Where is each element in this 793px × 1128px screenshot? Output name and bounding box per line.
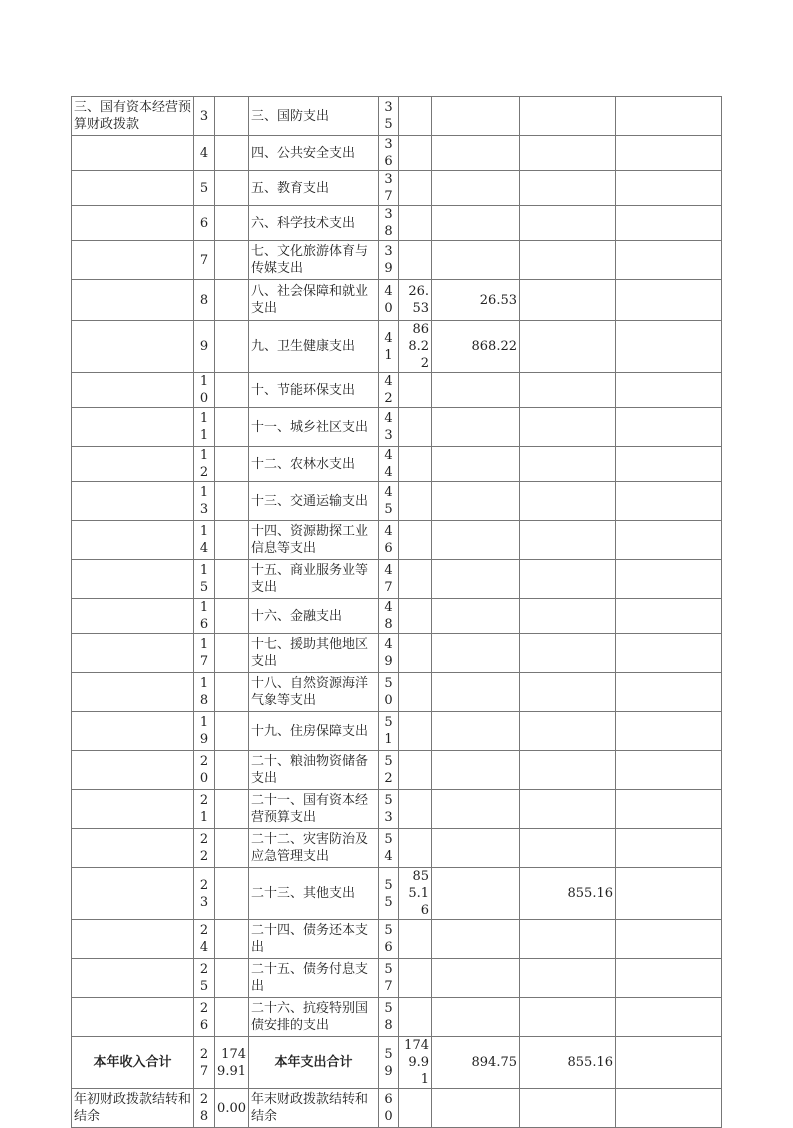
income-amount — [215, 280, 249, 321]
income-item — [72, 868, 194, 920]
expense-project: 855.16 — [520, 1037, 616, 1089]
income-line-no: 23 — [194, 868, 215, 920]
table-row — [72, 373, 722, 408]
income-amount — [215, 373, 249, 408]
expense-item: 十八、自然资源海洋气象等支出 — [249, 673, 379, 712]
table-row — [72, 790, 722, 829]
expense-line-no: 46 — [379, 521, 399, 560]
expense-other — [616, 959, 722, 998]
expense-basic — [432, 241, 520, 280]
expense-total — [399, 206, 432, 241]
income-line-no: 25 — [194, 959, 215, 998]
expense-total — [399, 998, 432, 1037]
income-item — [72, 829, 194, 868]
income-amount: 0.00 — [215, 1089, 249, 1128]
expense-basic — [432, 829, 520, 868]
expense-item: 十三、交通运输支出 — [249, 482, 379, 521]
expense-line-no: 38 — [379, 206, 399, 241]
expense-line-no: 55 — [379, 868, 399, 920]
income-item — [72, 241, 194, 280]
income-amount — [215, 959, 249, 998]
table-row — [72, 447, 722, 482]
table-row — [72, 521, 722, 560]
income-amount: 1749.91 — [215, 1037, 249, 1089]
expense-item: 本年支出合计 — [249, 1037, 379, 1089]
expense-line-no: 58 — [379, 998, 399, 1037]
table-row — [72, 959, 722, 998]
expense-other — [616, 599, 722, 634]
income-line-no: 6 — [194, 206, 215, 241]
table-body — [72, 97, 722, 1128]
table-row — [72, 829, 722, 868]
income-line-no: 12 — [194, 447, 215, 482]
expense-other — [616, 408, 722, 447]
table-row — [72, 280, 722, 321]
expense-other — [616, 321, 722, 373]
expense-project — [520, 790, 616, 829]
expense-total — [399, 241, 432, 280]
expense-item: 二十三、其他支出 — [249, 868, 379, 920]
table-row — [72, 599, 722, 634]
income-item — [72, 560, 194, 599]
table-row — [72, 712, 722, 751]
expense-project — [520, 959, 616, 998]
income-line-no: 14 — [194, 521, 215, 560]
expense-line-no: 57 — [379, 959, 399, 998]
expense-project — [520, 920, 616, 959]
expense-project — [520, 136, 616, 171]
table-row — [72, 634, 722, 673]
expense-line-no: 45 — [379, 482, 399, 521]
income-item — [72, 599, 194, 634]
expense-project — [520, 280, 616, 321]
expense-total — [399, 97, 432, 136]
table-row — [72, 868, 722, 920]
expense-item: 十、节能环保支出 — [249, 373, 379, 408]
expense-basic — [432, 373, 520, 408]
expense-basic — [432, 998, 520, 1037]
expense-other — [616, 634, 722, 673]
expense-total — [399, 751, 432, 790]
expense-project — [520, 447, 616, 482]
expense-item: 三、国防支出 — [249, 97, 379, 136]
income-line-no: 8 — [194, 280, 215, 321]
expense-line-no: 39 — [379, 241, 399, 280]
income-item — [72, 206, 194, 241]
expense-other — [616, 171, 722, 206]
expense-line-no: 56 — [379, 920, 399, 959]
income-item — [72, 920, 194, 959]
income-amount — [215, 206, 249, 241]
income-amount — [215, 447, 249, 482]
expense-basic — [432, 97, 520, 136]
income-amount — [215, 171, 249, 206]
expense-other — [616, 280, 722, 321]
income-item — [72, 373, 194, 408]
expense-total: 868.22 — [399, 321, 432, 373]
expense-item: 四、公共安全支出 — [249, 136, 379, 171]
expense-line-no: 47 — [379, 560, 399, 599]
expense-total — [399, 171, 432, 206]
expense-total — [399, 136, 432, 171]
expense-other — [616, 136, 722, 171]
expense-line-no: 42 — [379, 373, 399, 408]
expense-total — [399, 599, 432, 634]
income-amount — [215, 829, 249, 868]
expense-item: 二十六、抗疫特别国债安排的支出 — [249, 998, 379, 1037]
expense-line-no: 53 — [379, 790, 399, 829]
expense-basic — [432, 959, 520, 998]
expense-project — [520, 712, 616, 751]
expense-project — [520, 634, 616, 673]
income-item — [72, 959, 194, 998]
income-line-no: 11 — [194, 408, 215, 447]
expense-project — [520, 521, 616, 560]
expense-project — [520, 673, 616, 712]
income-line-no: 13 — [194, 482, 215, 521]
expense-basic — [432, 751, 520, 790]
income-line-no: 27 — [194, 1037, 215, 1089]
table-row — [72, 408, 722, 447]
expense-basic — [432, 599, 520, 634]
expense-other — [616, 1037, 722, 1089]
income-line-no: 18 — [194, 673, 215, 712]
expense-item: 五、教育支出 — [249, 171, 379, 206]
expense-line-no: 43 — [379, 408, 399, 447]
expense-item: 八、社会保障和就业支出 — [249, 280, 379, 321]
expense-item: 十四、资源勘探工业信息等支出 — [249, 521, 379, 560]
expense-line-no: 40 — [379, 280, 399, 321]
table-row — [72, 751, 722, 790]
income-amount — [215, 673, 249, 712]
expense-total — [399, 829, 432, 868]
expense-line-no: 35 — [379, 97, 399, 136]
expense-total — [399, 560, 432, 599]
expense-project — [520, 97, 616, 136]
income-amount — [215, 634, 249, 673]
income-line-no: 15 — [194, 560, 215, 599]
income-item — [72, 408, 194, 447]
budget-table — [71, 96, 722, 1128]
expense-other — [616, 241, 722, 280]
income-item: 年初财政拨款结转和结余 — [72, 1089, 194, 1128]
income-amount — [215, 920, 249, 959]
income-amount — [215, 712, 249, 751]
expense-basic: 26.53 — [432, 280, 520, 321]
expense-basic: 894.75 — [432, 1037, 520, 1089]
expense-project — [520, 171, 616, 206]
expense-item: 二十二、灾害防治及应急管理支出 — [249, 829, 379, 868]
expense-total — [399, 447, 432, 482]
expense-item: 二十五、债务付息支出 — [249, 959, 379, 998]
expense-basic — [432, 408, 520, 447]
expense-basic — [432, 868, 520, 920]
income-line-no: 9 — [194, 321, 215, 373]
expense-item: 十一、城乡社区支出 — [249, 408, 379, 447]
expense-item: 十五、商业服务业等支出 — [249, 560, 379, 599]
income-amount — [215, 751, 249, 790]
expense-total: 26.53 — [399, 280, 432, 321]
expense-total — [399, 634, 432, 673]
expense-line-no: 41 — [379, 321, 399, 373]
expense-other — [616, 560, 722, 599]
expense-item: 十二、农林水支出 — [249, 447, 379, 482]
income-amount — [215, 241, 249, 280]
expense-total — [399, 521, 432, 560]
income-item — [72, 634, 194, 673]
table-row — [72, 241, 722, 280]
table-row — [72, 998, 722, 1037]
income-line-no: 10 — [194, 373, 215, 408]
expense-total — [399, 373, 432, 408]
expense-total — [399, 482, 432, 521]
expense-line-no: 59 — [379, 1037, 399, 1089]
expense-other — [616, 482, 722, 521]
expense-total: 855.16 — [399, 868, 432, 920]
expense-other — [616, 829, 722, 868]
income-item: 本年收入合计 — [72, 1037, 194, 1089]
income-item — [72, 280, 194, 321]
expense-line-no: 52 — [379, 751, 399, 790]
income-amount — [215, 482, 249, 521]
expense-line-no: 44 — [379, 447, 399, 482]
expense-project — [520, 482, 616, 521]
expense-line-no: 51 — [379, 712, 399, 751]
expense-basic — [432, 447, 520, 482]
income-item — [72, 998, 194, 1037]
income-line-no: 21 — [194, 790, 215, 829]
income-amount — [215, 97, 249, 136]
total-row — [72, 1037, 722, 1089]
income-item — [72, 171, 194, 206]
table-row — [72, 206, 722, 241]
income-amount — [215, 560, 249, 599]
expense-total — [399, 408, 432, 447]
income-line-no: 28 — [194, 1089, 215, 1128]
expense-line-no: 60 — [379, 1089, 399, 1128]
table-row — [72, 560, 722, 599]
expense-item: 六、科学技术支出 — [249, 206, 379, 241]
expense-total — [399, 920, 432, 959]
income-item — [72, 482, 194, 521]
expense-other — [616, 790, 722, 829]
expense-line-no: 36 — [379, 136, 399, 171]
expense-project — [520, 321, 616, 373]
income-item — [72, 447, 194, 482]
income-item — [72, 136, 194, 171]
expense-basic — [432, 482, 520, 521]
income-item — [72, 521, 194, 560]
expense-other — [616, 998, 722, 1037]
expense-project — [520, 241, 616, 280]
expense-total — [399, 673, 432, 712]
expense-project — [520, 751, 616, 790]
expense-line-no: 49 — [379, 634, 399, 673]
table-row — [72, 136, 722, 171]
expense-basic — [432, 521, 520, 560]
expense-item: 二十、粮油物资储备支出 — [249, 751, 379, 790]
expense-basic — [432, 206, 520, 241]
income-amount — [215, 790, 249, 829]
expense-project: 855.16 — [520, 868, 616, 920]
table-row — [72, 673, 722, 712]
table-row — [72, 171, 722, 206]
income-amount — [215, 521, 249, 560]
expense-line-no: 48 — [379, 599, 399, 634]
expense-project — [520, 373, 616, 408]
income-line-no: 16 — [194, 599, 215, 634]
expense-project — [520, 829, 616, 868]
income-amount — [215, 321, 249, 373]
income-item — [72, 673, 194, 712]
income-line-no: 4 — [194, 136, 215, 171]
income-amount — [215, 998, 249, 1037]
income-item — [72, 321, 194, 373]
expense-item: 十七、援助其他地区支出 — [249, 634, 379, 673]
expense-line-no: 37 — [379, 171, 399, 206]
expense-project — [520, 408, 616, 447]
expense-basic — [432, 560, 520, 599]
income-amount — [215, 408, 249, 447]
expense-total — [399, 959, 432, 998]
expense-basic — [432, 171, 520, 206]
expense-total: 1749.91 — [399, 1037, 432, 1089]
expense-item: 九、卫生健康支出 — [249, 321, 379, 373]
expense-other — [616, 521, 722, 560]
expense-total — [399, 790, 432, 829]
expense-basic — [432, 920, 520, 959]
expense-other — [616, 447, 722, 482]
expense-other — [616, 373, 722, 408]
expense-item: 年末财政拨款结转和结余 — [249, 1089, 379, 1128]
expense-basic — [432, 790, 520, 829]
expense-item: 二十四、债务还本支出 — [249, 920, 379, 959]
expense-basic — [432, 136, 520, 171]
income-amount — [215, 136, 249, 171]
income-line-no: 22 — [194, 829, 215, 868]
expense-line-no: 50 — [379, 673, 399, 712]
income-line-no: 3 — [194, 97, 215, 136]
income-amount — [215, 599, 249, 634]
expense-project — [520, 560, 616, 599]
expense-other — [616, 206, 722, 241]
expense-other — [616, 751, 722, 790]
table-row — [72, 321, 722, 373]
expense-other — [616, 97, 722, 136]
expense-line-no: 54 — [379, 829, 399, 868]
expense-item: 十九、住房保障支出 — [249, 712, 379, 751]
income-line-no: 24 — [194, 920, 215, 959]
income-line-no: 17 — [194, 634, 215, 673]
income-item — [72, 790, 194, 829]
expense-project — [520, 998, 616, 1037]
income-line-no: 7 — [194, 241, 215, 280]
expense-project — [520, 206, 616, 241]
expense-item: 十六、金融支出 — [249, 599, 379, 634]
expense-item: 二十一、国有资本经营预算支出 — [249, 790, 379, 829]
income-item — [72, 751, 194, 790]
expense-basic — [432, 673, 520, 712]
table-row — [72, 482, 722, 521]
expense-total — [399, 712, 432, 751]
expense-basic: 868.22 — [432, 321, 520, 373]
expense-other — [616, 712, 722, 751]
expense-project — [520, 599, 616, 634]
income-line-no: 19 — [194, 712, 215, 751]
income-line-no: 26 — [194, 998, 215, 1037]
income-line-no: 5 — [194, 171, 215, 206]
income-item — [72, 712, 194, 751]
expense-basic — [432, 712, 520, 751]
table-row — [72, 920, 722, 959]
expense-item: 七、文化旅游体育与传媒支出 — [249, 241, 379, 280]
expense-other — [616, 920, 722, 959]
expense-basic — [432, 634, 520, 673]
table-row — [72, 97, 722, 136]
expense-other — [616, 868, 722, 920]
income-line-no: 20 — [194, 751, 215, 790]
expense-other — [616, 673, 722, 712]
income-item: 三、国有资本经营预算财政拨款 — [72, 97, 194, 136]
income-amount — [215, 868, 249, 920]
